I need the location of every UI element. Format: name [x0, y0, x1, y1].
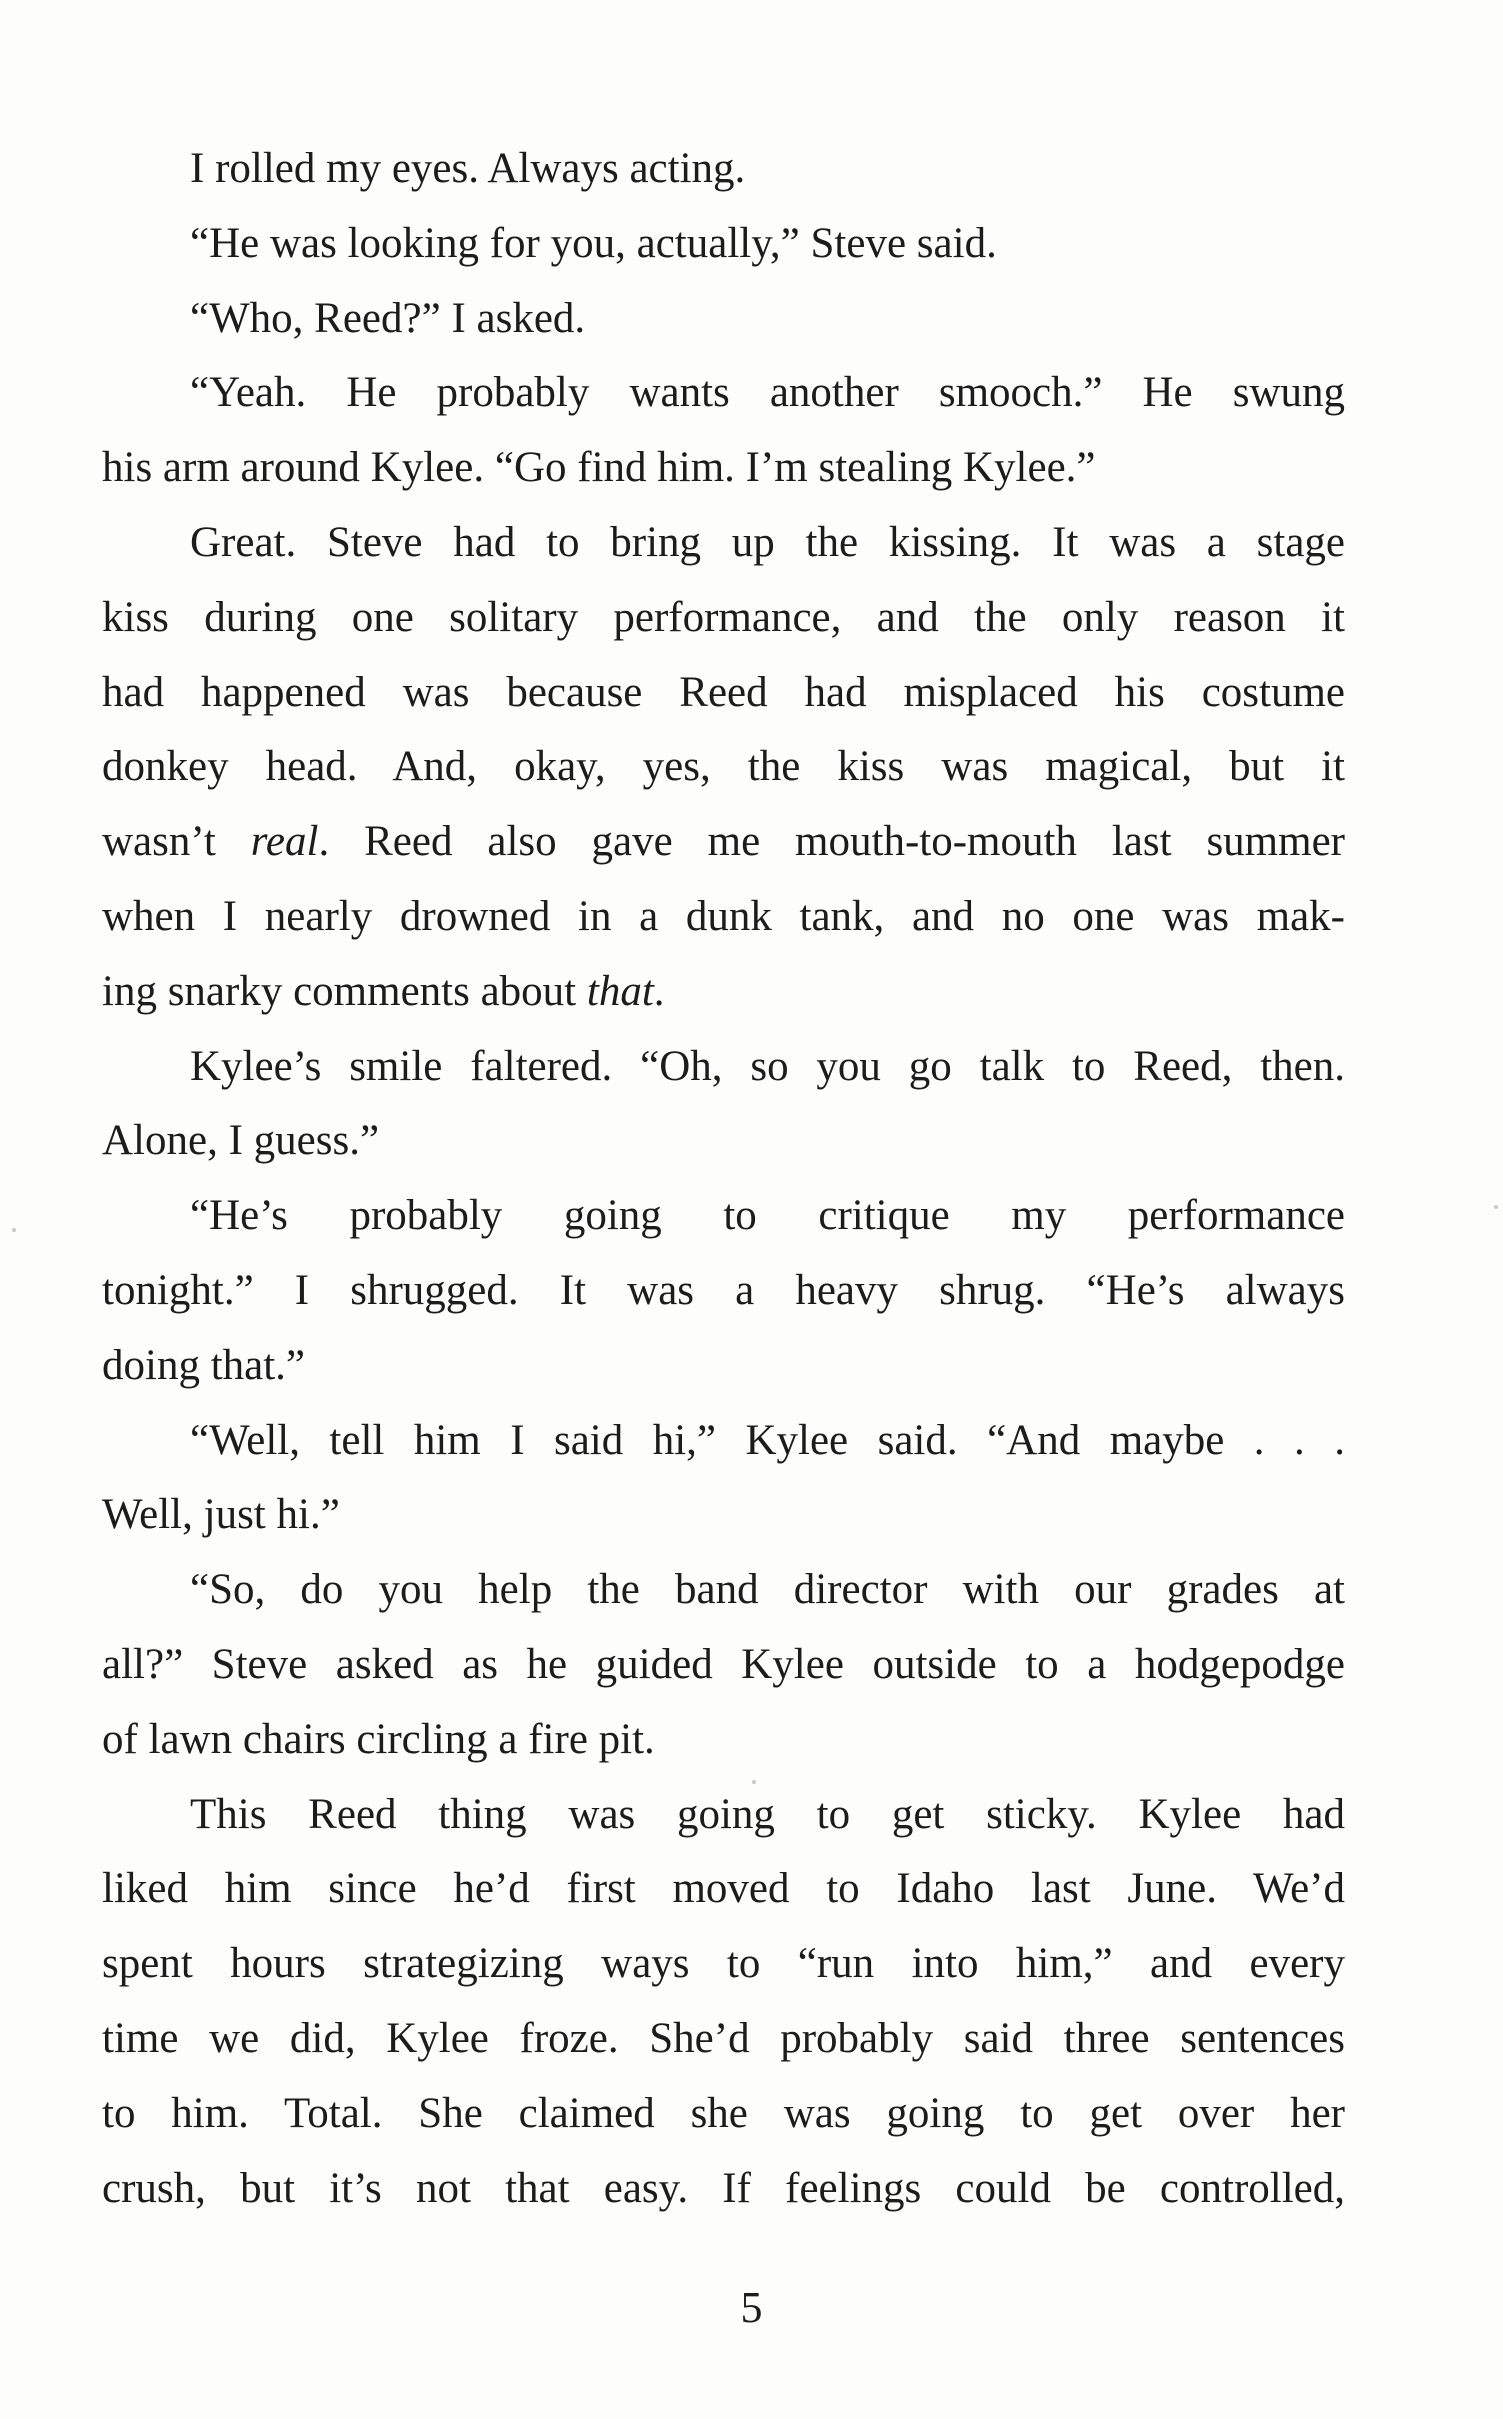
page-number: 5 — [740, 2283, 763, 2332]
text-line: donkey head. And, okay, yes, the kiss was magical, but it — [102, 743, 1345, 791]
text-line: tonight.” I shrugged. It was a heavy shrug. “He’s always — [102, 1266, 1345, 1314]
text-line: to him. Total. She claimed she was going to get over her — [102, 2089, 1345, 2137]
scan-speck — [752, 1780, 756, 1784]
text-line: “Well, tell him I said hi,” Kylee said. “And maybe . . . — [190, 1416, 1345, 1464]
text-line: doing that.” — [102, 1341, 306, 1389]
text-line: spent hours strategizing ways to “run into him,” and every — [102, 1940, 1345, 1988]
text-line: crush, but it’s not that easy. If feelings could be controlled, — [102, 2164, 1345, 2212]
text-line: I rolled my eyes. Always acting. — [190, 145, 746, 192]
emphasis: that — [586, 967, 654, 1015]
emphasis: real — [250, 818, 319, 866]
text-line: wasn’t real. Reed also gave me mouth-to-mouth last summer — [102, 818, 1345, 866]
text-line: “Yeah. He probably wants another smooch.” He swung — [190, 369, 1345, 417]
scan-speck — [1494, 1205, 1498, 1209]
body-text — [102, 132, 1345, 2226]
text-line: “He was looking for you, actually,” Steve said. — [190, 219, 997, 267]
text-line: “So, do you help the band director with our grades at — [190, 1566, 1345, 1614]
text-line: This Reed thing was going to get sticky. Kylee had — [190, 1790, 1345, 1838]
text-line: ing snarky comments about that. — [102, 967, 665, 1015]
text-line: had happened was because Reed had misplaced his costume — [102, 668, 1345, 716]
text-line: Alone, I guess.” — [102, 1117, 380, 1165]
text-line: Well, just hi.” — [102, 1491, 340, 1539]
text-line: liked him since he’d first moved to Idaho last June. We’d — [102, 1865, 1345, 1913]
text-line: “Who, Reed?” I asked. — [190, 294, 586, 342]
text-line: his arm around Kylee. “Go find him. I’m stealing Kylee.” — [102, 444, 1096, 492]
text-line: of lawn chairs circling a fire pit. — [102, 1715, 655, 1763]
text-line: “He’s probably going to critique my performance — [190, 1192, 1345, 1240]
text-line: kiss during one solitary performance, and the only reason it — [102, 593, 1345, 641]
text-line: all?” Steve asked as he guided Kylee outside to a hodgepodge — [102, 1640, 1345, 1688]
text-line: time we did, Kylee froze. She’d probably said three sentences — [102, 2014, 1345, 2062]
scan-speck — [12, 1228, 16, 1232]
text-line: Great. Steve had to bring up the kissing. It was a stage — [190, 518, 1345, 566]
text-line: when I nearly drowned in a dunk tank, and no one was mak- — [102, 892, 1345, 940]
text-line: Kylee’s smile faltered. “Oh, so you go talk to Reed, then. — [190, 1042, 1345, 1090]
